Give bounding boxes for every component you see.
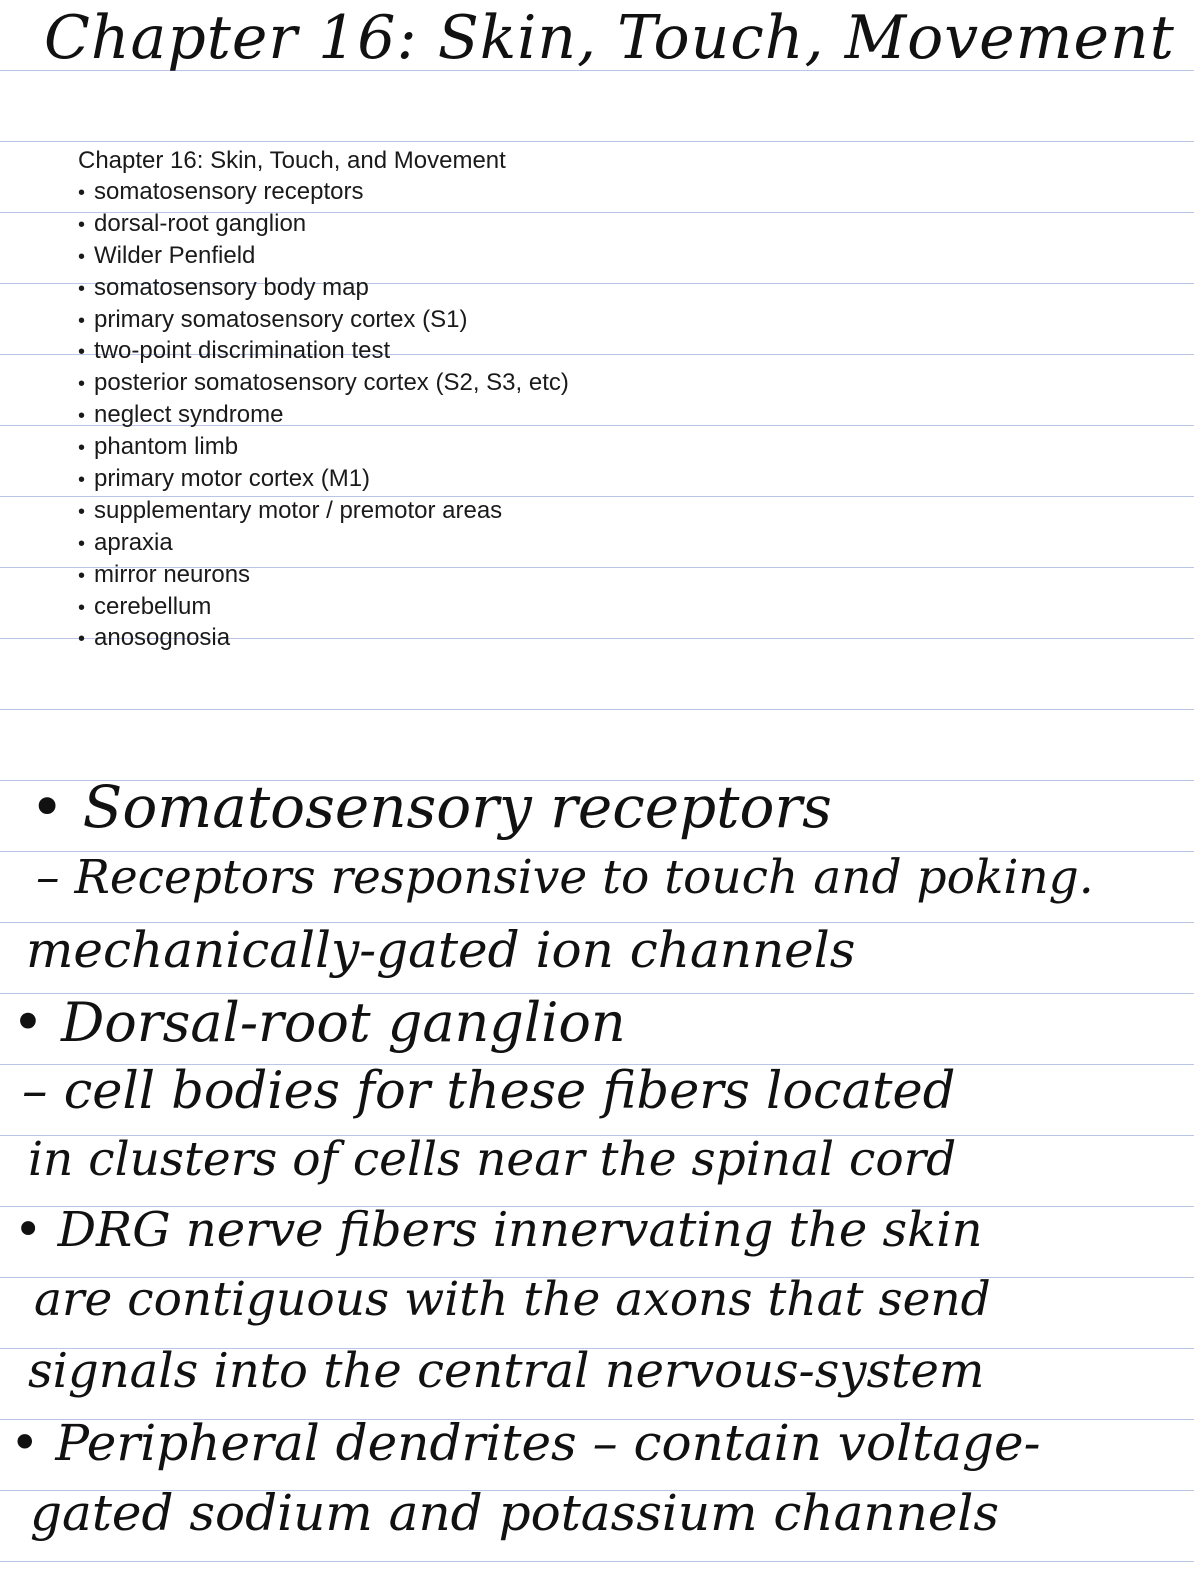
outline-item: • dorsal-root ganglion <box>78 208 569 240</box>
outline-item: • apraxia <box>78 527 569 559</box>
outline-item: • Wilder Penfield <box>78 240 569 272</box>
outline-item: • posterior somatosensory cortex (S2, S3, etc) <box>78 367 569 399</box>
note-line: • Dorsal-root ganglion <box>12 991 626 1054</box>
outline-item: • somatosensory body map <box>78 272 569 304</box>
note-line: • Peripheral dendrites – contain voltage- <box>10 1414 1041 1472</box>
bullet-icon: • <box>78 309 86 332</box>
bullet-icon: • <box>78 596 86 619</box>
note-line: mechanically-gated ion channels <box>26 921 856 979</box>
outline-item: • two-point discrimination test <box>78 335 569 367</box>
page-title: Chapter 16: Skin, Touch, Movement <box>44 3 1175 73</box>
outline-item: • mirror neurons <box>78 559 569 591</box>
bullet-icon: • <box>78 213 86 236</box>
note-line: are contiguous with the axons that send <box>34 1272 991 1327</box>
outline-item: • neglect syndrome <box>78 399 569 431</box>
bullet-icon: • <box>78 373 86 396</box>
note-line: gated sodium and potassium channels <box>30 1484 1000 1542</box>
bullet-icon: • <box>78 405 86 428</box>
typed-outline <box>78 145 569 654</box>
bullet-icon: • <box>78 437 86 460</box>
note-line: – Receptors responsive to touch and poking. <box>36 850 1094 905</box>
bullet-icon: • <box>78 245 86 268</box>
bullet-icon: • <box>78 532 86 555</box>
bullet-icon: • <box>78 628 86 651</box>
outline-item: • cerebellum <box>78 591 569 623</box>
outline-item: • primary somatosensory cortex (S1) <box>78 304 569 336</box>
note-line: • DRG nerve fibers innervating the skin <box>14 1202 983 1258</box>
note-line: in clusters of cells near the spinal cord <box>28 1132 957 1187</box>
outline-item: • somatosensory receptors <box>78 176 569 208</box>
bullet-icon: • <box>78 564 86 587</box>
note-line: • Somatosensory receptors <box>30 773 832 841</box>
note-line: signals into the central nervous-system <box>28 1343 985 1399</box>
bullet-icon: • <box>78 182 86 204</box>
bullet-icon: • <box>78 341 86 364</box>
outline-item: • primary motor cortex (M1) <box>78 463 569 495</box>
note-line: – cell bodies for these fibers located <box>22 1062 956 1121</box>
outline-item: • supplementary motor / premotor areas <box>78 495 569 527</box>
bullet-icon: • <box>78 277 86 300</box>
outline-heading: Chapter 16: Skin, Touch, and Movement <box>78 147 506 174</box>
bullet-icon: • <box>78 500 86 523</box>
outline-item: • anosognosia <box>78 622 569 654</box>
bullet-icon: • <box>78 469 86 492</box>
outline-item: • phantom limb <box>78 431 569 463</box>
